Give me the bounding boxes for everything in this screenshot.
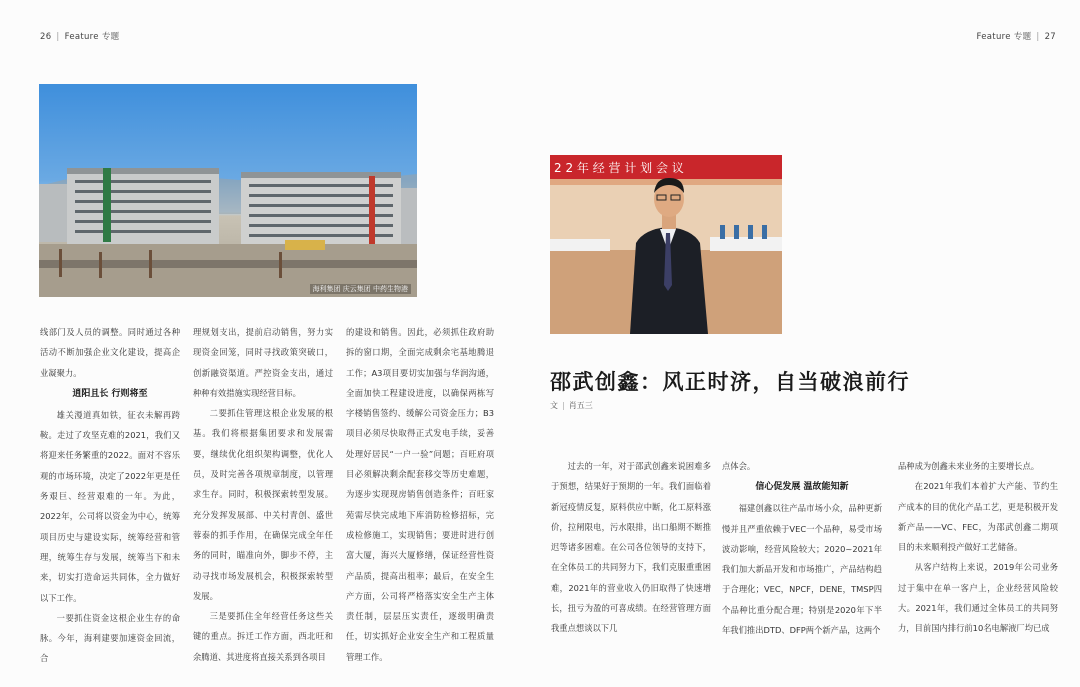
paragraph: 过去的一年，对于邵武创鑫来说困难多于预想，结果好于预期的一年。我们面临着新冠疫情反复，原料供应中断，化工原料涨价，拉闸限电，污水限排，出口船期不断推迟等诸多困难。在公司各位领导的支持下，在全体员工的共同努力下，我们克服重重困难，2021年的营业收入仍旧取得了快速增长，扭亏为盈的可喜成绩。在经营管理方面我重点想谈以下几 xyxy=(551,461,711,634)
portrait-illustration xyxy=(550,155,782,334)
paragraph: 福建创鑫以往产品市场小众，品种更新慢并且严重依赖于VEC一个品种，易受市场波动影响，经营风险较大；2020~2021年我们加大新品开发和市场推广，产品结构趋于合理化；VEC，NPCF，DENE，TMSP四个品种比重分配合理；特别是2020年下半年我们推出DTD、DFP两个新产品，这两个 xyxy=(722,503,882,636)
page-number: 26 xyxy=(40,32,52,42)
portrait-photo xyxy=(550,155,782,334)
body-column-4 xyxy=(551,456,711,639)
paragraph: 一要抓住资金这根企业生存的命脉。今年，海利建要加速资金回流，合 xyxy=(40,612,180,664)
paragraph: 的建设和销售。因此，必须抓住政府助拆的窗口期，全面完成剩余宅基地腾退工作；A3项目要切实加强与华润沟通，全面加快工程建设进度，以确保两栋写字楼销售签约、缓解公司资金压力；B3项目必须尽快取得正式发电手续，妥善处理好居民“一户一验”问题；百旺府项目必须解决剩余配套移交等历史难题，为逐步实现现房销售创造条件；百旺家苑需尽快完成地下库消防检修招标，完成检修施工，实现销售；要进时进行创富大厦，海兴大厦修缮，保证经营性资产品质，提高出租率；最后，在安全生产方面，公司将严格落实安全生产主体责任制，层层压实责任，逐级明确责任，切实抓好企业安全生产和工程质量管理工作。 xyxy=(346,327,494,662)
body-column-6 xyxy=(898,456,1058,639)
section-heading: 信心促发展 温故能知新 xyxy=(755,482,849,493)
page-number: 27 xyxy=(1044,32,1056,42)
body-column-1 xyxy=(40,322,180,669)
section-label-en: Feature xyxy=(976,32,1011,42)
paragraph: 点体会。 xyxy=(722,461,756,471)
section-label-cn: 专题 xyxy=(1013,32,1032,42)
byline: 文 | 肖五三 xyxy=(550,401,593,410)
byline-author: 肖五三 xyxy=(568,401,593,410)
section-heading: 逍阳且长 行则将至 xyxy=(72,388,148,399)
left-folio: 26 | Feature 专题 xyxy=(40,32,120,42)
body-column-3 xyxy=(346,322,494,667)
body-column-2 xyxy=(193,322,333,667)
paragraph: 理规划支出，提前启动销售，努力实现资金回笼，同时寻找政策突破口，创新融资渠道。严控资金支出，通过种种有效措施实现经营目标。 xyxy=(193,327,333,398)
paragraph: 雄关漫道真如铁，征衣未解再跨鞍。走过了攻坚克难的2021，我们又将迎来任务繁重的2022。面对不容乐观的市场环境，决定了2022年更是任务艰巨、经营艰难的一年。为此，2022年，公司将以资金为中心，统筹项目历史与建设实际，统筹经营和管理，统筹生存与发展，统筹当下和未来，切实打造命运共同体，全力做好以下工作。 xyxy=(40,409,180,603)
paragraph: 二要抓住管理这根企业发展的根基。我们将根据集团要求和发展需要，继续优化组织架构调整，优化人员，及时完善各项规章制度，以管理求生存。同时，积极探索转型发展。充分发挥发展部、中关村青创、盛世蓉泰的抓手作用，在确保完成全年任务的同时，瞄准向外，脚步不停，主动寻找市场发展机会，积极探索转型发展。 xyxy=(193,408,333,601)
buildings-illustration xyxy=(39,84,417,297)
photo-caption: 海利集团 庆云集团 中药生物港 xyxy=(310,284,411,294)
buildings-photo xyxy=(39,84,417,297)
paragraph: 品种成为创鑫未来业务的主要增长点。 xyxy=(898,461,1040,471)
paragraph: 线部门及人员的调整。同时通过各种活动不断加强企业文化建设，提高企业凝聚力。 xyxy=(40,327,180,378)
paragraph: 在2021年我们本着扩大产能、节约生产成本的目的优化产品工艺，更是积极开发新产品——VC、FEC，为邵武创鑫二期项目的未来顺利投产做好工艺储备。 xyxy=(898,481,1058,553)
paragraph: 三是要抓住全年经营任务这些关键的重点。拆迁工作方面，西北旺和余腾道、其进度将直接关系到各项目 xyxy=(193,611,333,662)
banner-text: 2 2 年 经 营 计 划 会 议 xyxy=(554,161,684,175)
section-label-cn: 专题 xyxy=(101,32,120,42)
byline-prefix: 文 xyxy=(550,401,558,410)
right-folio: Feature 专题 | 27 xyxy=(976,32,1056,42)
body-column-5 xyxy=(722,456,882,640)
section-label-en: Feature xyxy=(64,32,99,42)
article-headline: 邵武创鑫：风正时济，自当破浪前行 xyxy=(550,370,910,394)
paragraph: 从客户结构上来说，2019年公司业务过于集中在单一客户上，企业经营风险较大。2021年，我们通过全体员工的共同努力，目前国内排行前10名电解液厂均已成 xyxy=(898,562,1058,634)
